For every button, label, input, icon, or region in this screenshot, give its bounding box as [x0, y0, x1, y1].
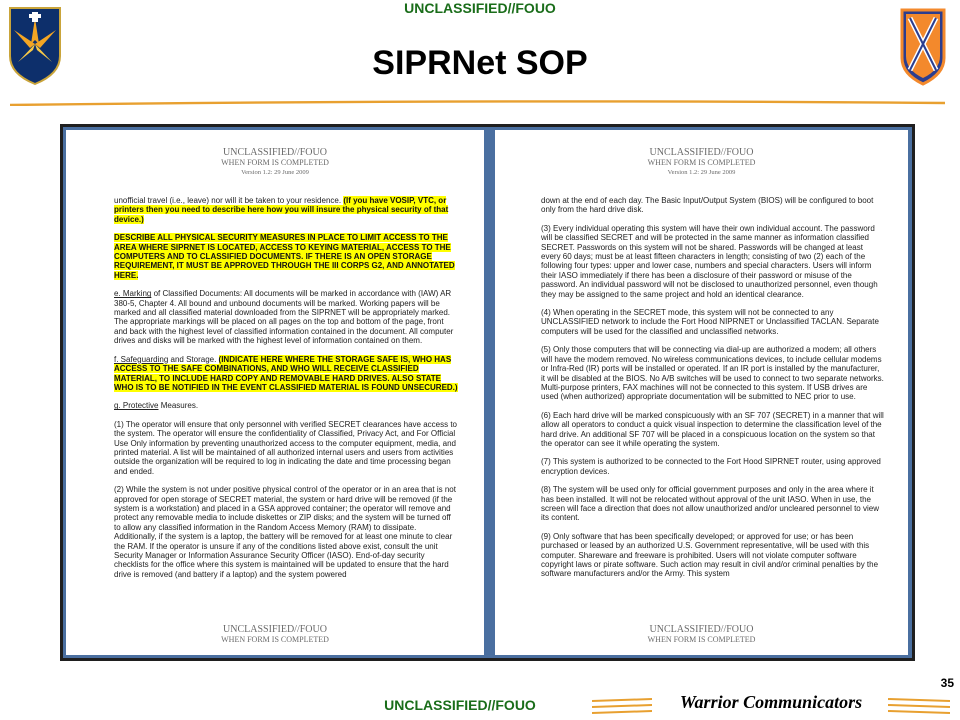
page-footer [495, 625, 908, 645]
paragraph-text: unofficial travel (i.e., leave) nor will it be taken to your residence. [114, 196, 342, 205]
page-body [541, 196, 884, 588]
paragraph: (5) Only those computers that will be connecting via dial-up are authorized a modem; all others will have the modem removed. No wireless communications devices, to include cellular modems or Infra-Red (IR) ports will be installed or operated. If an IR port is installed by the manufacturer, it will be disabled at the BIOS. No A/B switches will be used to connect to two separate networks. Multi-purpose printers, FAX machines will not be connected to this system. If USB drives are used (when authorized) appropriate documentation will be submitted to NEC prior to use. [541, 345, 884, 402]
highlighted-instruction: DESCRIBE ALL PHYSICAL SECURITY MEASURES IN PLACE TO LIMIT ACCESS TO THE AREA WHERE SIPRNET IS LOCATED, ACCESS TO KEYING MATERIAL, ACCESS TO THE COMPUTERS AND TO CLASSIFIED DOCUMENTS. IF THERE IS AN OPEN STORAGE REQUIREMENT, IT MUST BE APPROVED THROUGH THE III CORPS G2, AND ANNOTATED HERE. [114, 233, 455, 280]
page-body [114, 196, 458, 588]
document-spread [63, 127, 912, 658]
paragraph: (4) When operating in the SECRET mode, this system will not be connected to any UNCLASSIFIED network to include the Fort Hood NIPRNET or Unclassified TACLAN. Separate computers will be used for the classified and unclassified networks. [541, 308, 879, 336]
page-header-classification: UNCLASSIFIED//FOUO [223, 147, 327, 158]
section-label: e. Marking [114, 289, 152, 299]
page-header [66, 148, 484, 178]
page-header-when: WHEN FORM IS COMPLETED [221, 158, 329, 167]
page-header-version: Version 1.2: 29 June 2009 [667, 169, 736, 176]
paragraph: (6) Each hard drive will be marked conspicuously with an SF 707 (SECRET) in a manner that will allow all operators to conduct a quick visual inspection to determine the classification level of the hard drive. An additional SF 707 will be placed in a conspicuous location on the system so that the operator can see it while operating the system. [541, 410, 884, 448]
footer-stripes-right [888, 695, 950, 715]
page-footer-classification: UNCLASSIFIED//FOUO [223, 624, 327, 635]
footer-stripes-left [592, 695, 652, 715]
paragraph: down at the end of each day. The Basic Input/Output System (BIOS) will be configured to boot only from the hard drive disk. [541, 196, 874, 215]
paragraph: (8) The system will be used only for official government purposes and only in the area where it has been installed. It will not be relocated without approval of the unit IASO. When in use, the screen will face a direction that does not allow unauthorized and/or uncleared personnel to view its content. [541, 485, 879, 523]
paragraph: (3) Every individual operating this system will have their own individual account. The password will be classified SECRET and will be protected in the same manner as information classified SECRET. Passwords on this system will not be shared. Passwords will be changed at least every 60 days; must be at least fifteen characters in length; consisting of two (2) each of the following four types: upper and lower case, numbers and special characters. Users will inform their IASO immediately if there has been a disclosure of their password or misuse of the password. An individual password will not be disclosed to unauthorized personnel, even though they may be assigned to the same project and hold an identical clearance. [541, 223, 878, 299]
paragraph [114, 233, 458, 280]
section-label: f. Safeguarding [114, 354, 169, 364]
page-header [495, 148, 908, 178]
classification-banner-bottom: UNCLASSIFIED//FOUO [384, 697, 536, 713]
paragraph: (9) Only software that has been specifically developed; or approved for use; or has been purchased or leased by an authorized U.S. Government representative, will be used with this computer. Shareware and freeware is prohibited. Users will not violate computer software copyright laws or pirate software. Such action may result in civil and/or criminal penalties by the software manufacturers and/or the Army. This system [541, 531, 879, 579]
slide-number: 35 [940, 676, 954, 690]
section-label: g. Protective [114, 401, 159, 411]
page-footer-when: WHEN FORM IS COMPLETED [221, 635, 329, 644]
paragraph: (1) The operator will ensure that only personnel with verified SECRET clearances have access to the system. The operator will ensure the confidentiality of Classified, Privacy Act, and For Official Use Only information by preventing unauthorized access to the computer equipment, media, and printed material. A list will be maintained of all authorized internal users and users from activities outside the organization will be required to log in indicating the date and time processing began and ended. [114, 419, 457, 476]
paragraph [114, 196, 458, 224]
document-page-right [495, 130, 908, 655]
page-header-when: WHEN FORM IS COMPLETED [647, 158, 756, 167]
document-page-left [66, 130, 484, 655]
slide-title: SIPRNet SOP [372, 44, 588, 82]
highlighted-instruction: (INDICATE HERE WHERE THE STORAGE SAFE IS, WHO HAS ACCESS TO THE SAFE COMBINATIONS, AND WHO WILL RECEIVE CLASSIFIED MATERIAL, TO INCLUDE HARD COPY AND REMOVABLE HARD DRIVES. ALSO STATE WHO IS TO BE NOTIFIED IN THE EVENT CLASSIFIED MATERIAL IS FOUND UNSECURED.) [114, 354, 458, 392]
footer-brand: Warrior Communicators [679, 692, 863, 712]
page-footer-when: WHEN FORM IS COMPLETED [647, 635, 756, 644]
paragraph [114, 289, 458, 345]
paragraph [114, 355, 458, 393]
page-footer-classification: UNCLASSIFIED//FOUO [649, 624, 754, 635]
document-image [60, 124, 915, 661]
paragraph: (2) While the system is not under positive physical control of the operator or in an area that is not approved for open storage of SECRET material, the system or hard drive will be removed (if the system is a workstation) and placed in a GSA approved container; the operator will remove and protect any removable media to include diskettes or ZIP disks; and the system will be turned off to allow any classified information in the Random Access Memory (RAM) to dissipate. Additionally, if the system is a laptop, the battery will be removed for at least one minute to clear the RAM. If the operator is unsure if any of the conditions listed above exist, consult the unit Security Manager or Information Assurance Security Officer (IASO). End-of-day security checklists for the office where this system is maintained will be updated to ensure that the hard drive is removed (and battery if a laptop) and the system powered [114, 485, 456, 579]
paragraph-text: of Classified Documents: All documents will be marked in accordance with (IAW) AR 380-5, Chapter 4. All bound and unbound documents will be marked. Working papers will be marked and all classified material downloaded from the SIPRNET will be appropriately marked. The appropriate markings will be placed on all pages on the top and bottom of the page, front and back with the highest level of classified information contained in the document. All computer drives and disks will be marked with the highest level of information contained on them. [114, 289, 454, 346]
page-header-classification: UNCLASSIFIED//FOUO [649, 147, 754, 158]
classification-banner-top: UNCLASSIFIED//FOUO [404, 0, 556, 16]
page-footer [66, 625, 484, 645]
paragraph-text: Measures. [160, 401, 199, 411]
page-header-version: Version 1.2: 29 June 2009 [241, 169, 309, 176]
highlighted-instruction: (If you have VOSIP, VTC, or printers then you need to describe here how you will insure the physical security of that device.) [114, 196, 449, 224]
header-divider [10, 100, 945, 106]
paragraph [114, 401, 458, 410]
paragraph-text: and Storage. [170, 354, 217, 364]
paragraph: (7) This system is authorized to be connected to the Fort Hood SIPRNET router, using approved encryption devices. [541, 457, 881, 476]
